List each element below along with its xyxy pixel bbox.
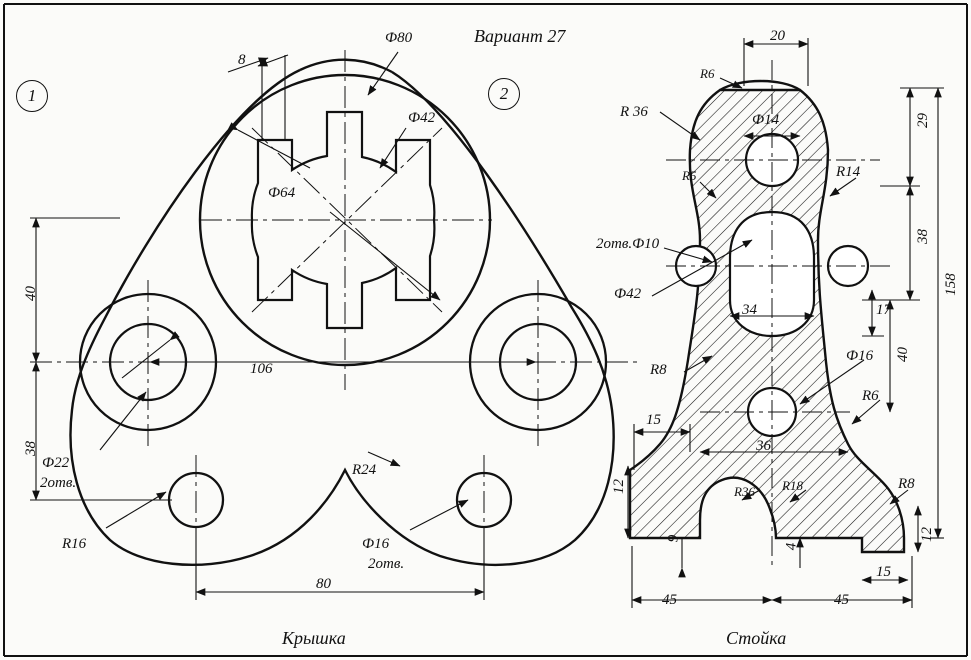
cover-dimension-lines [30,52,536,600]
dim-phi64: Ф64 [268,185,296,201]
dim-r16: R16 [62,536,87,552]
dim-2otv-a: 2отв. [40,475,77,491]
dim-8: 8 [238,52,246,68]
dim-r8-right: R8 [898,476,915,492]
dim-4: 4 [783,542,800,551]
dim-r36: R 36 [620,104,648,120]
dim-2otv-phi10: 2отв.Ф10 [596,236,660,252]
dim-40: 40 [23,286,39,301]
dim-29: 29 [915,113,931,128]
dim-17: 17 [876,302,891,318]
dim-15-left: 15 [646,412,661,428]
dim-phi16-left: Ф16 [362,536,390,552]
dim-phi42-right: Ф42 [614,286,642,302]
dim-r6-top: R6 [700,66,715,81]
dim-9: 9 [665,534,682,543]
part-number-2: 2 [488,78,520,110]
dim-45-right: 45 [834,592,849,608]
dim-80: 80 [316,576,331,592]
dim-2otv-b: 2отв. [368,556,405,572]
variant-label: Вариант 27 [474,26,566,46]
dim-r18: R18 [782,478,803,493]
caption-right: Стойка [726,628,787,648]
dim-15-right: 15 [876,564,891,580]
dim-r24: R24 [352,462,377,478]
cover-outline [71,60,614,565]
dim-40r: 40 [895,347,911,362]
dim-r14: R14 [836,164,861,180]
dim-phi16-right: Ф16 [846,348,874,364]
caption-left: Крышка [282,628,346,648]
dim-phi22: Ф22 [42,455,70,471]
dim-r8-left: R8 [650,362,667,378]
dim-phi80: Ф80 [385,30,413,46]
dim-phi14: Ф14 [752,112,780,128]
part-number-1: 1 [16,80,48,112]
dim-38r: 38 [915,229,931,244]
dim-phi42-left: Ф42 [408,110,436,126]
dim-158: 158 [942,273,959,296]
dim-r36b: R36 [734,484,755,499]
dim-38: 38 [23,441,39,456]
dim-20: 20 [770,28,785,44]
dim-r5: R5 [682,168,697,183]
dim-45-left: 45 [662,592,677,608]
dim-34: 34 [742,302,757,318]
dim-12-right: 12 [919,527,935,542]
dim-12-left: 12 [611,479,627,494]
dim-r6-right: R6 [862,388,879,404]
dim-36: 36 [756,438,771,454]
dim-106: 106 [250,361,273,377]
